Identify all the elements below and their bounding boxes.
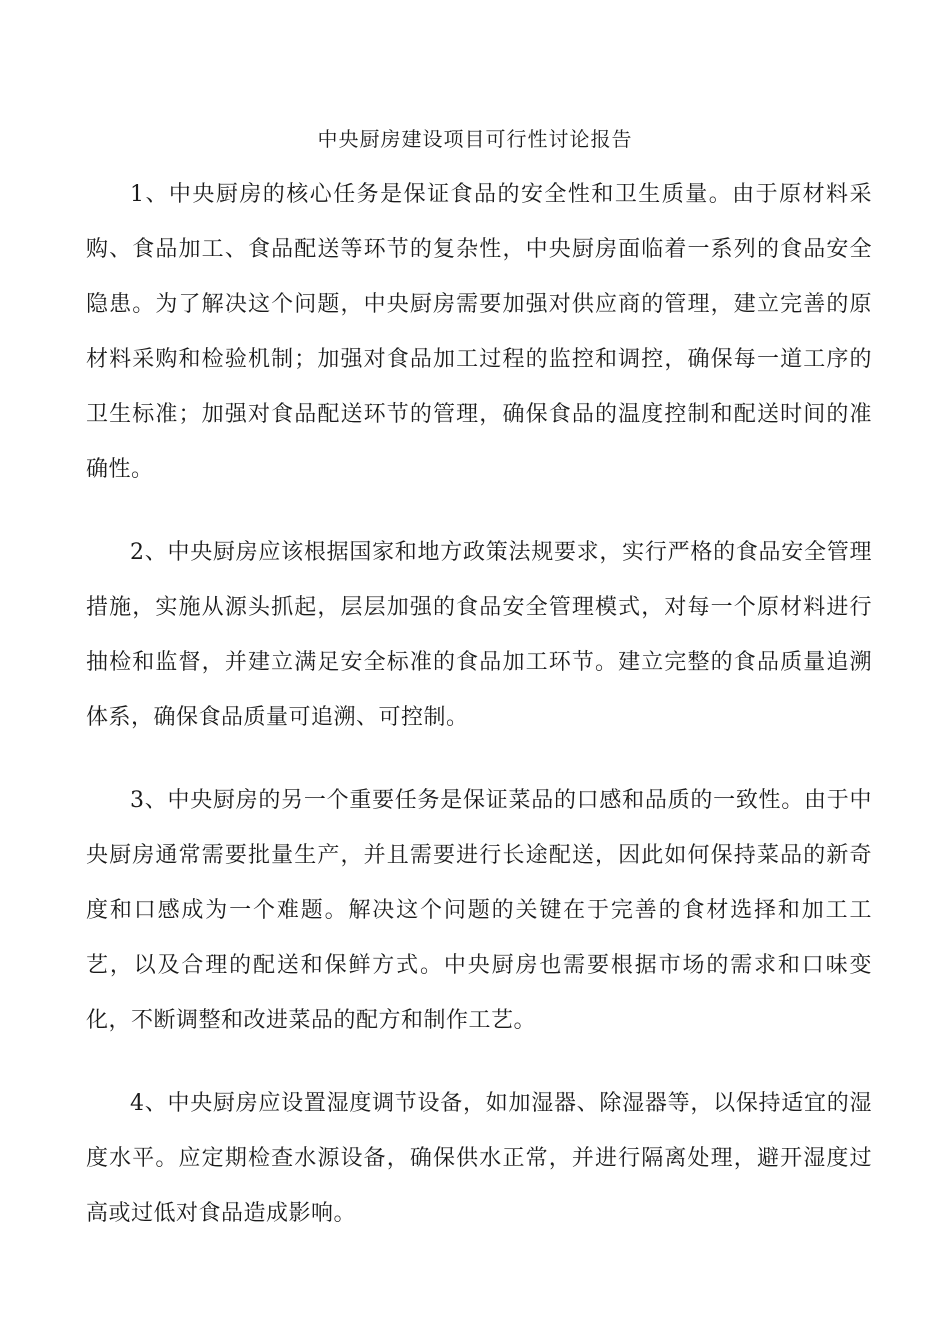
document-title: 中央厨房建设项目可行性讨论报告 xyxy=(317,127,633,151)
paragraph-1: 1、中央厨房的核心任务是保证食品的安全性和卫生质量。由于原材料采购、食品加工、食品配送等环节的复杂性，中央厨房面临着一系列的食品安全隐患。为了解决这个问题，中央厨房需要加强对供应商的管理，建立完善的原材料采购和检验机制；加强对食品加工过程的监控和调控，确保每一道工序的卫生标准；加强对食品配送环节的管理，确保食品的温度控制和配送时间的准确性。 xyxy=(86,182,872,482)
paragraph-2: 2、中央厨房应该根据国家和地方政策法规要求，实行严格的食品安全管理措施，实施从源头抓起，层层加强的食品安全管理模式，对每一个原材料进行抽检和监督，并建立满足安全标准的食品加工环节。建立完整的食品质量追溯体系，确保食品质量可追溯、可控制。 xyxy=(86,540,872,730)
paragraph-4: 4、中央厨房应设置湿度调节设备，如加湿器、除湿器等，以保持适宜的湿度水平。应定期检查水源设备，确保供水正常，并进行隔离处理，避开湿度过高或过低对食品造成影响。 xyxy=(86,1091,872,1226)
document-body xyxy=(86,167,872,1269)
paragraph-3: 3、中央厨房的另一个重要任务是保证菜品的口感和品质的一致性。由于中央厨房通常需要批量生产，并且需要进行长途配送，因此如何保持菜品的新奇度和口感成为一个难题。解决这个问题的关键在于完善的食材选择和加工工艺，以及合理的配送和保鲜方式。中央厨房也需要根据市场的需求和口味变化，不断调整和改进菜品的配方和制作工艺。 xyxy=(86,788,872,1033)
